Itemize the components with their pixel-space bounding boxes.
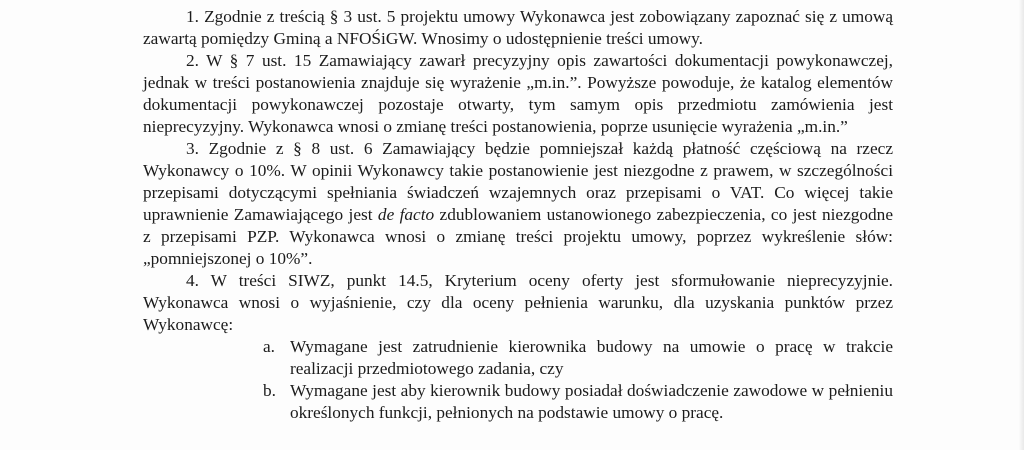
sub-list xyxy=(143,336,893,424)
paragraph-3-text-before: 3. Zgodnie z § 8 ust. 6 Zamawiający będzie pomniejszał każdą płatność częściową na rzecz Wykonawcy o 10%. W opinii Wykonawcy takie postanowienie jest niezgodne z prawem, w szczególności przepisami dotyczącymi spełniania świadczeń wzajemnych oraz przepisami o VAT. Co więcej takie uprawnienie Zamawiającego jest xyxy=(143,139,893,224)
paragraph-4: 4. W treści SIWZ, punkt 14.5, Kryterium oceny oferty jest sformułowanie nieprecyzyjnie. Wykonawca wnosi o wyjaśnienie, czy dla oceny pełnienia warunku, dla uzyskania punktów przez Wykonawcę: xyxy=(143,271,893,334)
paragraph-1: 1. Zgodnie z treścią § 3 ust. 5 projektu umowy Wykonawca jest zobowiązany zapoznać się z umową zawartą pomiędzy Gminą a NFOŚiGW. Wnosimy o udostępnienie treści umowy. xyxy=(143,7,893,48)
list-item-marker: b. xyxy=(263,381,276,400)
paragraph-2: 2. W § 7 ust. 15 Zamawiający zawarł precyzyjny opis zawartości dokumentacji powykonawczej, jednak w treści postanowienia znajduje się wyrażenie „m.in.”. Powyższe powoduje, że katalog elementów dokumentacji powykonawczej pozostaje otwarty, tym samym opis przedmiotu zamówienia jest nieprecyzyjny. Wykonawca wnosi o zmianę treści postanowienia, poprze usunięcie wyrażenia „m.in.” xyxy=(143,51,893,136)
list-item-text: Wymagane jest zatrudnienie kierownika budowy na umowie o pracę w trakcie realizacji przedmiotowego zadania, czy xyxy=(290,337,893,378)
list-item-marker: a. xyxy=(263,337,275,356)
list-item-b xyxy=(143,380,893,424)
document-body xyxy=(143,6,893,424)
paragraph-3-text-after: zdublowaniem ustanowionego zabezpieczenia, co jest niezgodne z przepisami PZP. Wykonawca wnosi o zmianę treści projektu umowy, poprzez wykreślenie słów: „pomniejszonej o 10%”. xyxy=(143,205,893,268)
list-item-a xyxy=(143,336,893,380)
scan-edge-shadow xyxy=(1018,0,1024,450)
paragraph-3 xyxy=(143,138,893,270)
list-item-text: Wymagane jest aby kierownik budowy posiadał doświadczenie zawodowe w pełnieniu określonych funkcji, pełnionych na podstawie umowy o pracę. xyxy=(290,381,893,422)
paragraph-3-italic-term: de facto xyxy=(377,205,435,224)
